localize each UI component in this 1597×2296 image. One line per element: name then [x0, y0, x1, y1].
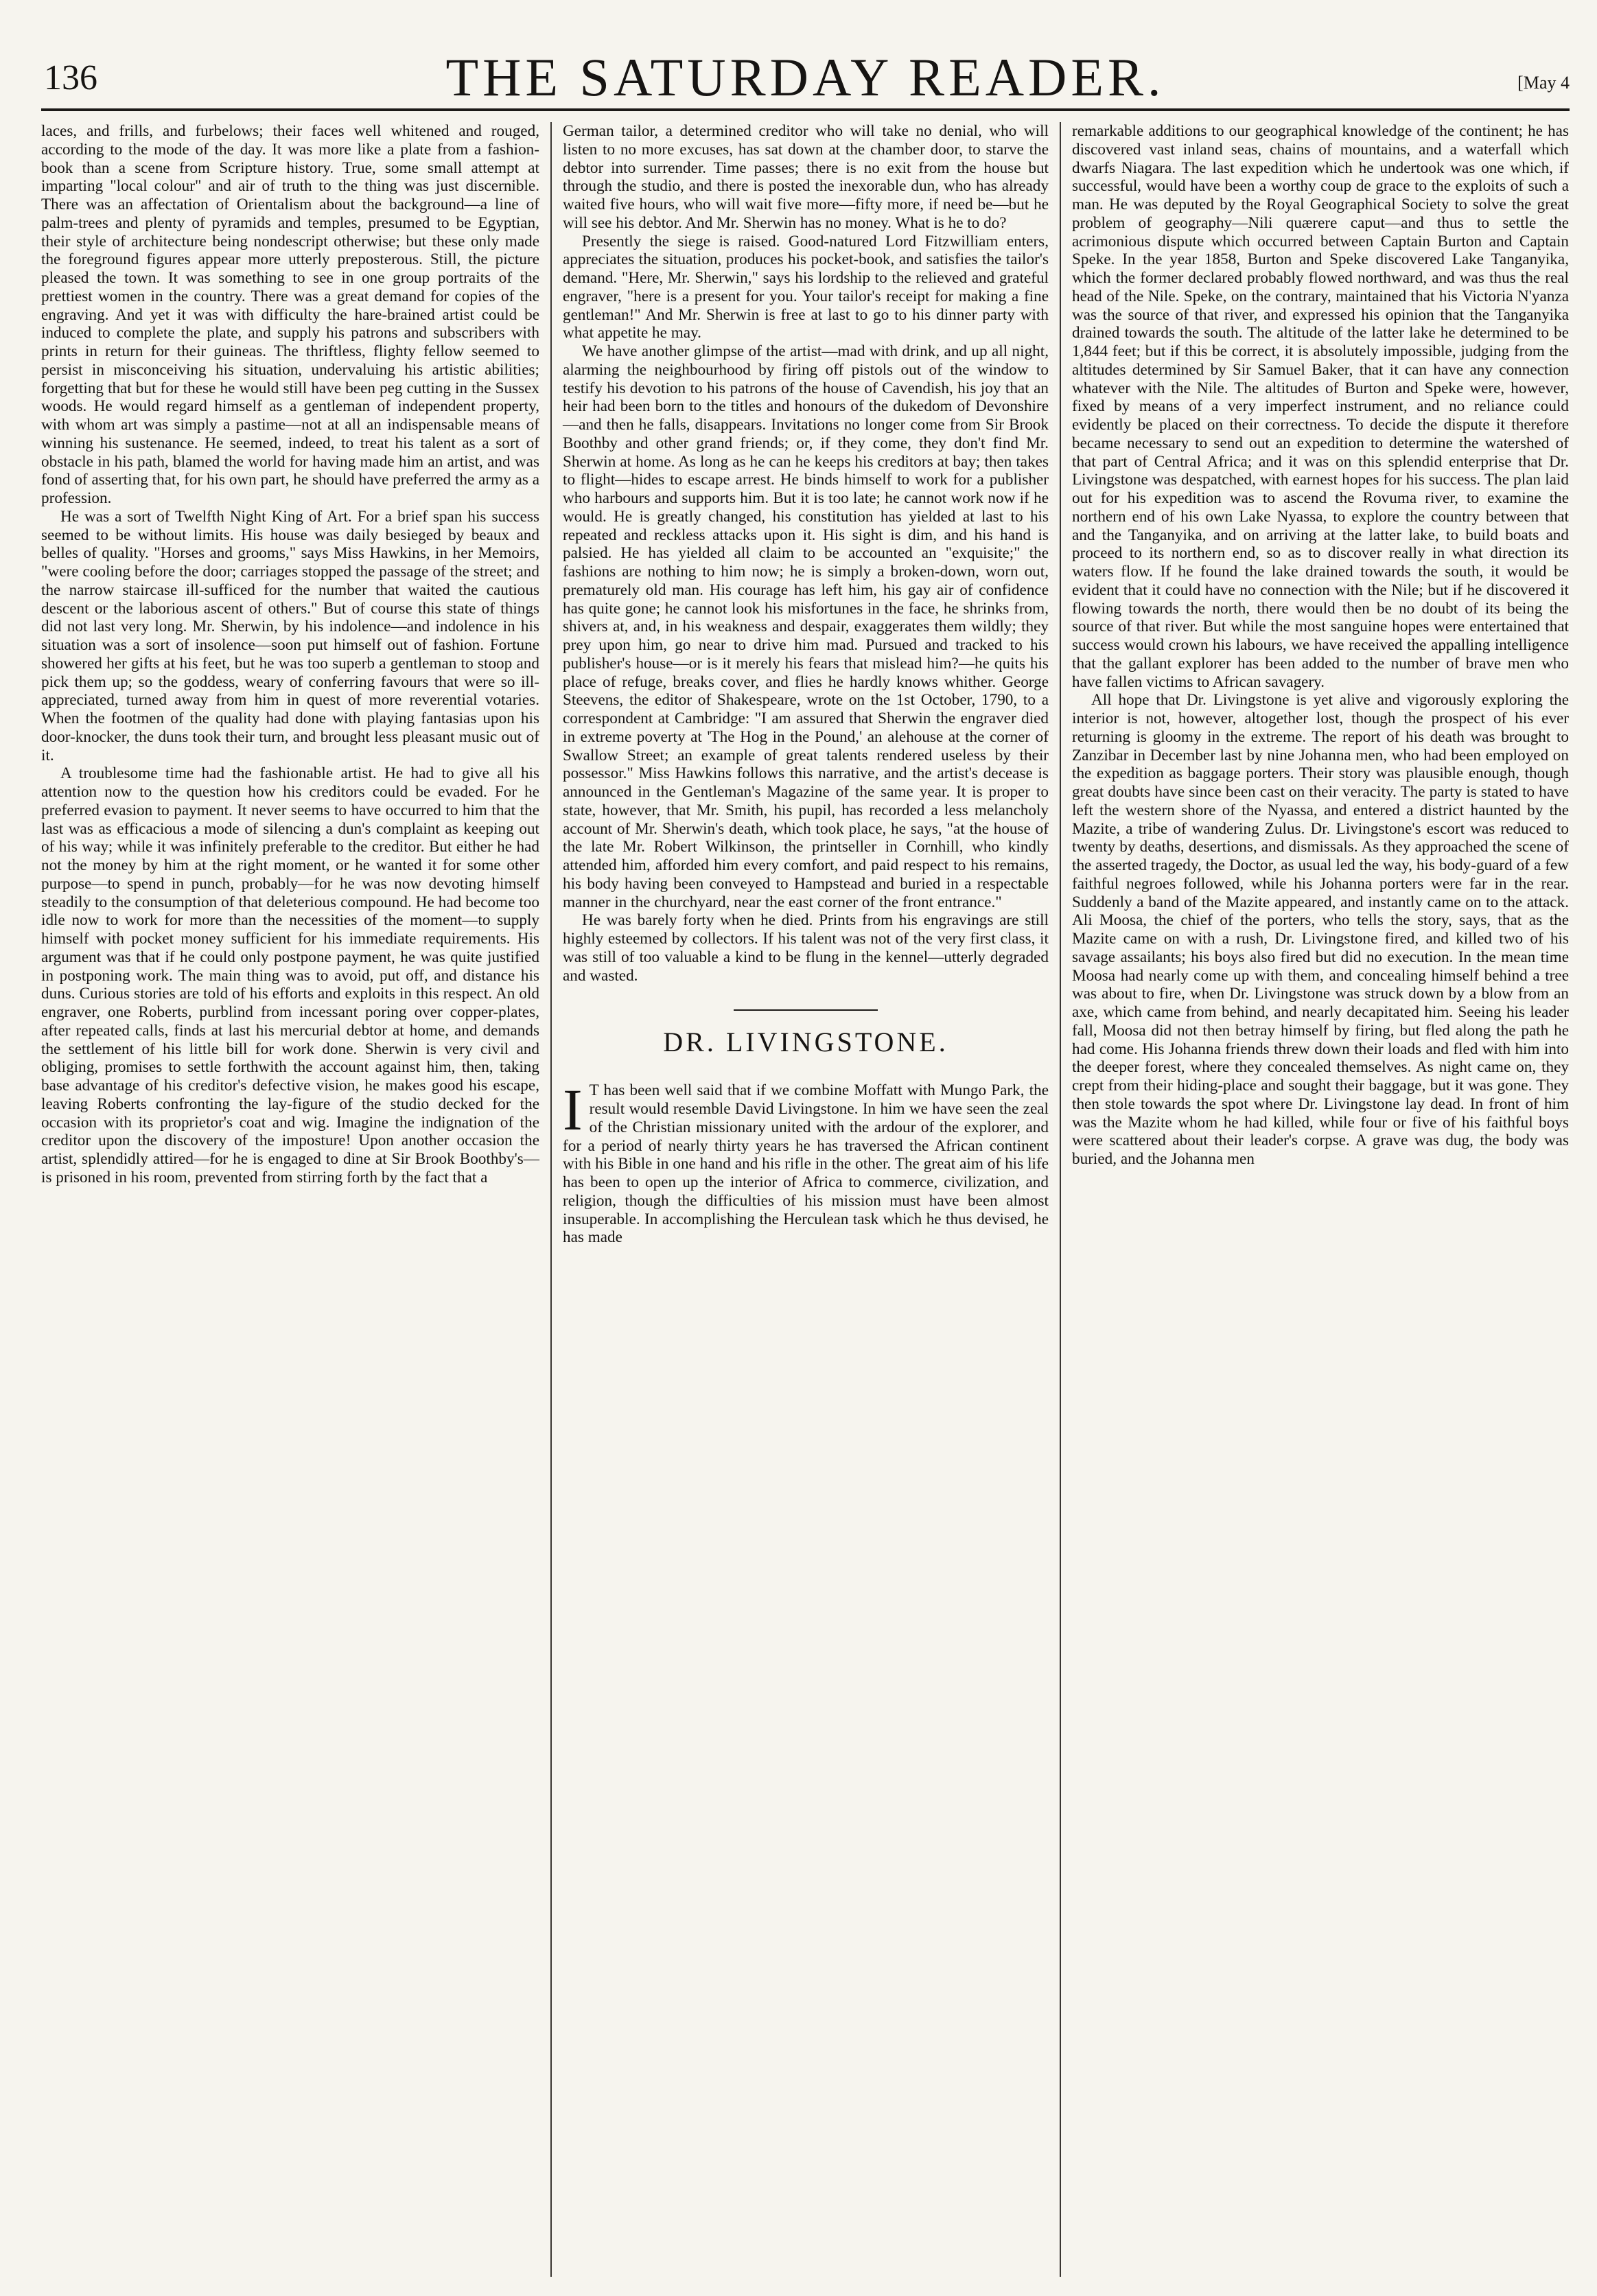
drop-cap: I	[563, 1077, 583, 1143]
page-header	[41, 19, 1570, 111]
paragraph: He was barely forty when he died. Prints from his engravings are still highly esteemed by collectors. If his talent was not of the very first class, it was still of too valuable a kind to be flung in the kennel—utterly degraded and wasted.	[563, 911, 1049, 985]
paragraph: German tailor, a determined creditor who will take no denial, who will listen to no more excuses, has sat down at the chamber door, to starve the debtor into surrender. Time passes; there is no exit from the house but through the studio, and there is posted the inexorable dun, who has already waited five hours, who will wait five more—fifty more, if need be—but he will see his debtor. And Mr. Sherwin has no money. What is he to do?	[563, 122, 1049, 232]
paragraph: A troublesome time had the fashionable artist. He had to give all his attention now to the question how his creditors could be evaded. For he preferred evasion to payment. It never seems to have occurred to him that the last was as efficacious a mode of silencing a dun's complaint as keeping out of his way; while it was infinitely preferable to the creditor. But either he had not the money by him at the right moment, or he wanted it for some other purpose—to spend in punch, probably—for he was now devoting himself steadily to the consumption of that deleterious compound. He had become too idle now to work for more than the necessities of the moment—to supply himself with pocket money sufficient for his immediate requirements. His argument was that if he could only postpone payment, he was quite justified in postponing work. The main thing was to avoid, put off, and distance his duns. Curious stories are told of his efforts and exploits in this respect. An old engraver, one Roberts, purblind from incessant poring over copper-plates, after repeated calls, finds at last his mercurial debtor at home, and demands the settlement of his little bill for work done. Sherwin is very civil and obliging, promises to settle forthwith the account against him, then, taking base advantage of his creditor's defective vision, he makes good his escape, leaving Roberts confronting the lay-figure of the studio decked for the occasion with its proprietor's coat and wig. Imagine the indignation of the creditor upon the discovery of the imposture! Upon another occasion the artist, splendidly attired—for he is engaged to dine at Sir Brook Boothby's—is prisoned in his room, prevented from stirring forth by the fact that a	[41, 764, 539, 1186]
paragraph: We have another glimpse of the artist—mad with drink, and up all night, alarming the neighbourhood by firing off pistols out of the window to testify his devotion to his patrons of the house of Cavendish, his joy that an heir had been born to the titles and honours of the dukedom of Devonshire—and then he falls, disappears. Invitations no longer come from Sir Brook Boothby and other grand friends; or, if they come, they don't find Mr. Sherwin at home. As long as he can he keeps his creditors at bay; then takes to flight—hides to escape arrest. He binds himself to work for a publisher who harbours and supports him. But it is too late; he cannot work now if he would. He is greatly changed, his constitution has yielded at last to his repeated and reckless attacks upon it. His sight is dim, and his hand is palsied. He has yielded all claim to be accounted an "exquisite;" the fashions are nothing to him now; he is simply a broken-down, worn out, prematurely old man. His courage has left him, his gay air of confidence has quite gone; he cannot look his misfortunes in the face, he shrinks from, shivers at, and, in his weakness and despair, exaggerates them wildly; they prey upon him, go near to drive him mad. Pursued and tracked to his publisher's house—or is it merely his fears that mislead him?—he quits his place of refuge, breaks cover, and flies he hardly knows whither. George Steevens, the editor of Shakespeare, wrote on the 1st October, 1790, to a correspondent at Cambridge: "I am assured that Sherwin the engraver died in extreme poverty at 'The Hog in the Pound,' an alehouse at the corner of Swallow Street; an example of great talents rendered useless by their possessor." Miss Hawkins follows this narrative, and the artist's decease is announced in the Gentleman's Magazine of the same year. It is proper to state, however, that Mr. Smith, his pupil, has recorded a less melancholy account of Mr. Sherwin's death, which took place, he says, "at the house of the late Mr. Robert Wilkinson, the printseller in Cornhill, who kindly attended him, afforded him every comfort, and paid respect to his remains, his body having been conveyed to Hampstead and buried in a respectable manner in the churchyard, near the east corner of the front entrance."	[563, 342, 1049, 911]
column-left	[41, 122, 550, 2277]
lead-paragraph	[563, 1077, 1049, 1247]
paragraph: Presently the siege is raised. Good-natured Lord Fitzwilliam enters, appreciates the situation, produces his pocket-book, and satisfies the tailor's demand. "Here, Mr. Sherwin," says his lordship to the relieved and grateful engraver, "here is a present for you. Your tailor's receipt for making a fine gentleman!" And Mr. Sherwin is free at last to go to his dinner party with what appetite he may.	[563, 232, 1049, 342]
page-number: 136	[44, 58, 97, 97]
section-heading: DR. LIVINGSTONE.	[663, 1027, 948, 1058]
section-divider	[563, 1009, 1049, 1011]
paragraph: All hope that Dr. Livingstone is yet alive and vigorously exploring the interior is not, however, altogether lost, though the prospect of his ever returning is gloomy in the extreme. The report of his death was brought to Zanzibar in December last by nine Johanna men, who had been employed on the expedition as baggage porters. Their story was plausible enough, though great doubts have since been cast on their veracity. The party is stated to have left the western shore of the Nyassa, and entered a district haunted by the Mazite, a tribe of wandering Zulus. Dr. Livingstone's escort was reduced to twenty by deaths, desertions, and dismissals. As they approached the scene of the asserted tragedy, the Doctor, as usual led the way, his body-guard of a few faithful negroes followed, while his Johanna porters were far in the rear. Suddenly a band of the Mazite appeared, and instantly came on to the attack. Ali Moosa, the chief of the porters, who tells the story, says, that as the Mazite came on with a rush, Dr. Livingstone fired, and killed two of his savage assailants; his boys also fired but did no execution. In the mean time Moosa had nearly come up with them, and concealing himself behind a tree was about to fire, when Dr. Livingstone was struck down by a blow from an axe, which came from behind, and nearly decapitated him. Seeing his leader fall, Moosa did not then betray himself by firing, but fled along the path he had come. His Johanna friends threw down their loads and fled with him into the deeper forest, where they concealed themselves. As night came on, they crept from their hiding-place and sought their baggage, but it was gone. They then stole towards the spot where Dr. Livingstone lay dead. In front of him was the Mazite whom he had killed, while four or five of his faithful boys were scattered about their leader's corpse. A grave was dug, the body was buried, and the Johanna men	[1072, 691, 1569, 1168]
column-middle	[550, 122, 1060, 2277]
paragraph: remarkable additions to our geographical knowledge of the continent; he has discovered vast inland seas, chains of mountains, and a waterfall which dwarfs Niagara. The last expedition which he undertook was one which, if successful, would have been a worthy coup de grace to the exploits of such a man. He was deputed by the Royal Geographical Society to solve the great problem of geography—Nili quærere caput—and thus to settle the acrimonious dispute which occurred between Captain Burton and Captain Speke. In the year 1858, Burton and Speke discovered Lake Tanganyika, which the former declared probably flowed northward, and was thus the real head of the Nile. Speke, on the contrary, maintained that his Victoria N'yanza was the source of that river, and expressed his opinion that the Tanganyika drained towards the south. The altitude of the latter lake he determined to be 1,844 feet; but if this be correct, it is absolutely impossible, judging from the altitudes determined by Sir Samuel Baker, that it can have any connection whatever with the Nile. The altitudes of Burton and Speke were, however, fixed by means of a very imperfect instrument, and no reliance could evidently be placed on their correctness. To decide the dispute it therefore became necessary to send out an expedition to determine the watershed of that part of Central Africa; and it was on this splendid enterprise that Dr. Livingstone was despatched, with earnest hopes for his success. The plan laid out for his expedition was to ascend the Rovuma river, to examine the northern end of his own Lake Nyassa, to explore the country between that and the Tanganyika, and on arriving at the latter lake, to build boats and proceed to its northern end, so as to discover really in what direction its waters flow. If he found the lake drained towards the south, it would be evident that it could have no connection with the Nile; but if he discovered it flowing towards the north, there would then be no doubt of its being the source of that river. But while the most sanguine hopes were entertained that success would crown his labours, we have received the appalling intelligence that the gallant explorer has been added to the number of brave men who have fallen victims to African savagery.	[1072, 122, 1569, 691]
column-right	[1060, 122, 1569, 2277]
lead-paragraph-text: T has been well said that if we combine Moffatt with Mungo Park, the result would resemble David Livingstone. In him we have seen the zeal of the Christian missionary united with the ardour of the explorer, and for a period of nearly thirty years he has traversed the African continent with his Bible in one hand and his rifle in the other. The great aim of his life has been to open up the interior of Africa to commerce, civilization, and religion, though the difficulties of his mission must have been almost insuperable. In accomplishing the Herculean task which he thus devised, he has made	[563, 1081, 1049, 1247]
paragraph: laces, and frills, and furbelows; their faces well whitened and rouged, according to the mode of the day. It was more like a plate from a fashion-book than a scene from Scripture history. True, some small attempt at imparting "local colour" and air of truth to the thing was just discernible. There was an affectation of Orientalism about the background—a line of palm-trees and plenty of pyramids and temples, presumed to be Egyptian, their style of architecture being nondescript otherwise; but these only made the foreground figures appear more utterly preposterous. Still, the picture pleased the town. It was something to see in one group portraits of the prettiest women in the country. There was a great demand for copies of the engraving. And yet it was with difficulty the hare-brained artist could be induced to complete the plate, and supply his patrons and subscribers with prints in return for their guineas. The thriftless, flighty fellow seemed to persist in misconceiving his situation, undervaluing his artistic abilities; forgetting that but for these he would still have been peg cutting in the Sussex woods. He would regard himself as a gentleman of independent property, with whom art was simply a pastime—not at all an indispensable means of winning his sustenance. He seemed, indeed, to treat his talent as a sort of obstacle in his path, blamed the world for having made him an artist, and was fond of asserting that, for his own part, he should have preferred the army as a profession.	[41, 122, 539, 507]
paragraph: He was a sort of Twelfth Night King of Art. For a brief span his success seemed to be without limits. His house was daily besieged by beaux and belles of quality. "Horses and grooms," says Miss Hawkins, in her Memoirs, "were cooling before the door; carriages stopped the passage of the street; and the narrow staircase ill-sufficed for the number that waited the cautious descent or the laborious ascent of others." But of course this state of things did not last very long. Mr. Sherwin, by his indolence—and indolence in his situation was a sort of insolence—soon put himself out of fashion. Fortune showered her gifts at his feet, but he was too superb a gentleman to stoop and pick them up; so the goddess, weary of conferring favours that were so ill-appreciated, turned away from him in quest of more reverential votaries. When the footmen of the quality had done with playing fantasias upon his door-knocker, the duns took their turn, and brought less pleasant music out of it.	[41, 507, 539, 764]
article-columns	[41, 122, 1570, 2277]
issue-date: [May 4	[1517, 73, 1570, 93]
masthead-title: THE SATURDAY READER.	[445, 47, 1165, 107]
